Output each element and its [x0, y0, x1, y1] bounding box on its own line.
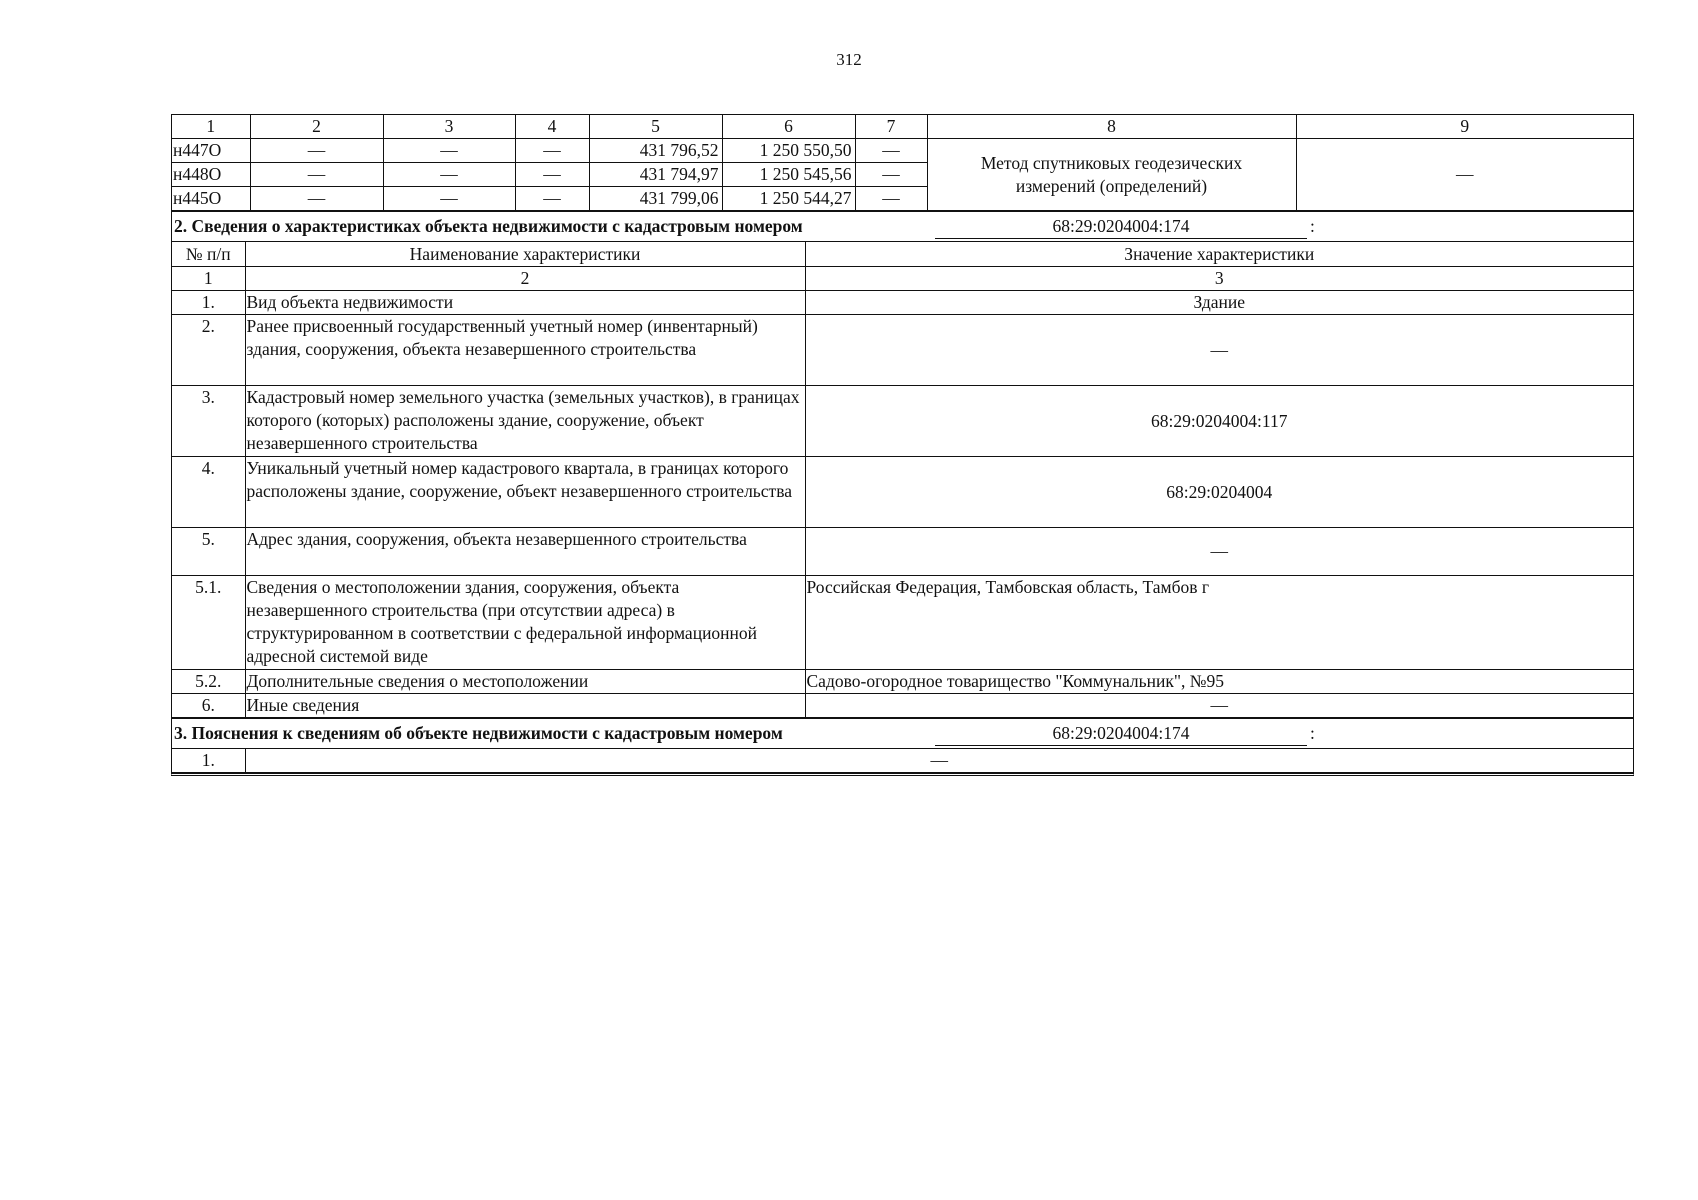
table-cell: — [250, 139, 383, 163]
header-cell: 4 [515, 115, 589, 139]
characteristics-header-row [172, 242, 1633, 267]
section-3-cadastral-number: 68:29:0204004:174 [935, 719, 1307, 746]
row-number: 3. [172, 386, 245, 457]
section-2-colon: : [1310, 216, 1315, 236]
point-name: н447О [172, 139, 250, 163]
table-cell: — [855, 187, 927, 211]
header-cell: 3 [383, 115, 515, 139]
characteristics-table [172, 241, 1633, 718]
section-3-colon: : [1310, 723, 1315, 743]
table-row [172, 457, 1633, 528]
characteristic-name: Ранее присвоенный государственный учетный номер (инвентарный) здания, сооружения, объекта незавершенного строительства [245, 315, 805, 386]
row-number: 6. [172, 694, 245, 718]
characteristic-value: Российская Федерация, Тамбовская область, Тамбов г [805, 576, 1633, 670]
table-row [172, 670, 1633, 694]
row-number: 5. [172, 528, 245, 576]
table-cell: — [250, 187, 383, 211]
point-name: н445О [172, 187, 250, 211]
header-cell: 1 [172, 115, 250, 139]
section-3-header [172, 718, 1633, 748]
table-row [172, 315, 1633, 386]
table-cell: — [383, 139, 515, 163]
characteristic-value: 68:29:0204004 [805, 457, 1633, 528]
table-cell: — [855, 163, 927, 187]
characteristic-name: Уникальный учетный номер кадастрового квартала, в границах которого расположены здание, сооружение, объект незавершенного строительства [245, 457, 805, 528]
column-numbers-row [172, 267, 1633, 291]
column-number: 2 [245, 267, 805, 291]
characteristic-value: — [805, 315, 1633, 386]
section-2-header [172, 211, 1633, 241]
column-number: 1 [172, 267, 245, 291]
header-cell: № п/п [172, 242, 245, 267]
header-cell: 5 [589, 115, 722, 139]
characteristic-value: 68:29:0204004:117 [805, 386, 1633, 457]
row-number: 2. [172, 315, 245, 386]
row-number: 1. [172, 291, 245, 315]
characteristic-name: Сведения о местоположении здания, сооружения, объекта незавершенного строительства (при отсутствии адреса) в структурированном в соответствии с федеральной информационной адресной системой виде [245, 576, 805, 670]
coord-x: 431 796,52 [589, 139, 722, 163]
characteristic-value: Здание [805, 291, 1633, 315]
characteristic-value: — [805, 528, 1633, 576]
header-cell: Наименование характеристики [245, 242, 805, 267]
table-row [172, 749, 1633, 773]
table-cell: — [515, 139, 589, 163]
characteristic-name: Вид объекта недвижимости [245, 291, 805, 315]
characteristic-name: Дополнительные сведения о местоположении [245, 670, 805, 694]
table-cell: — [250, 163, 383, 187]
table-cell: — [515, 187, 589, 211]
page-number: 312 [836, 50, 862, 69]
table-row [172, 386, 1633, 457]
characteristic-value: — [805, 694, 1633, 718]
row-number: 5.2. [172, 670, 245, 694]
header-cell: 6 [722, 115, 855, 139]
row-number: 5.1. [172, 576, 245, 670]
table-cell: — [383, 187, 515, 211]
coord-y: 1 250 544,27 [722, 187, 855, 211]
coord-x: 431 799,06 [589, 187, 722, 211]
table-row [172, 291, 1633, 315]
table-row [172, 528, 1633, 576]
points-table [172, 115, 1633, 211]
explanation-value: — [245, 749, 1633, 773]
column-number: 3 [805, 267, 1633, 291]
table-row [172, 576, 1633, 670]
coord-x: 431 794,97 [589, 163, 722, 187]
points-header-row [172, 115, 1633, 139]
header-cell: Значение характеристики [805, 242, 1633, 267]
section-2-cadastral-number: 68:29:0204004:174 [935, 212, 1307, 239]
characteristic-name: Кадастровый номер земельного участка (земельных участков), в границах которого (которых) расположены здание, сооружение, объект незавершенного строительства [245, 386, 805, 457]
table-cell: — [383, 163, 515, 187]
table-row [172, 139, 1633, 163]
table-row [172, 694, 1633, 718]
cadastral-document [171, 114, 1634, 776]
col9-cell: — [1296, 139, 1633, 211]
row-number: 1. [172, 749, 245, 773]
explanations-table [172, 748, 1633, 773]
coord-y: 1 250 550,50 [722, 139, 855, 163]
point-name: н448О [172, 163, 250, 187]
header-cell: 9 [1296, 115, 1633, 139]
header-cell: 2 [250, 115, 383, 139]
characteristic-name: Иные сведения [245, 694, 805, 718]
characteristic-value: Садово-огородное товарищество "Коммунальник", №95 [805, 670, 1633, 694]
section-2-title: 2. Сведения о характеристиках объекта недвижимости с кадастровым номером [174, 216, 803, 236]
characteristic-name: Адрес здания, сооружения, объекта незавершенного строительства [245, 528, 805, 576]
table-cell: — [515, 163, 589, 187]
table-cell: — [855, 139, 927, 163]
section-3-title: 3. Пояснения к сведениям об объекте недвижимости с кадастровым номером [174, 723, 783, 743]
coord-y: 1 250 545,56 [722, 163, 855, 187]
header-cell: 7 [855, 115, 927, 139]
header-cell: 8 [927, 115, 1296, 139]
method-cell: Метод спутниковых геодезических измерений (определений) [927, 139, 1296, 211]
row-number: 4. [172, 457, 245, 528]
